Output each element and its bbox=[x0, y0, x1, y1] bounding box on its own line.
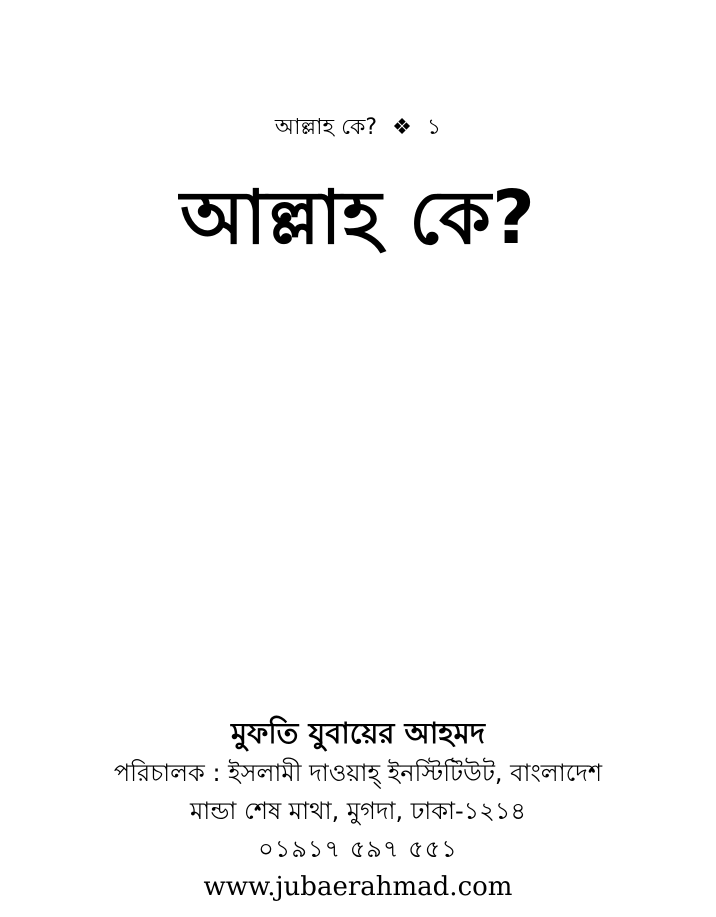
author-website: www.jubaerahmad.com bbox=[203, 872, 513, 902]
author-address: মান্ডা শেষ মাথা, মুগদা, ঢাকা-১২১৪ bbox=[189, 797, 527, 825]
author-block bbox=[0, 712, 716, 906]
author-designation: পরিচালক : ইসলামী দাওয়াহ্ ইনস্টিটিউট, বাংলাদেশ bbox=[113, 759, 603, 787]
running-header bbox=[0, 113, 716, 143]
book-title: আল্লাহ কে? bbox=[180, 175, 536, 261]
diamond-separator-icon: ❖ bbox=[392, 115, 412, 140]
running-title: আল্লাহ কে? bbox=[274, 115, 378, 140]
author-name: মুফতি যুবায়ের আহমদ bbox=[231, 716, 485, 750]
author-phone: ০১৯১৭ ৫৯৭ ৫৫১ bbox=[258, 835, 458, 863]
page-number: ১ bbox=[426, 115, 442, 140]
